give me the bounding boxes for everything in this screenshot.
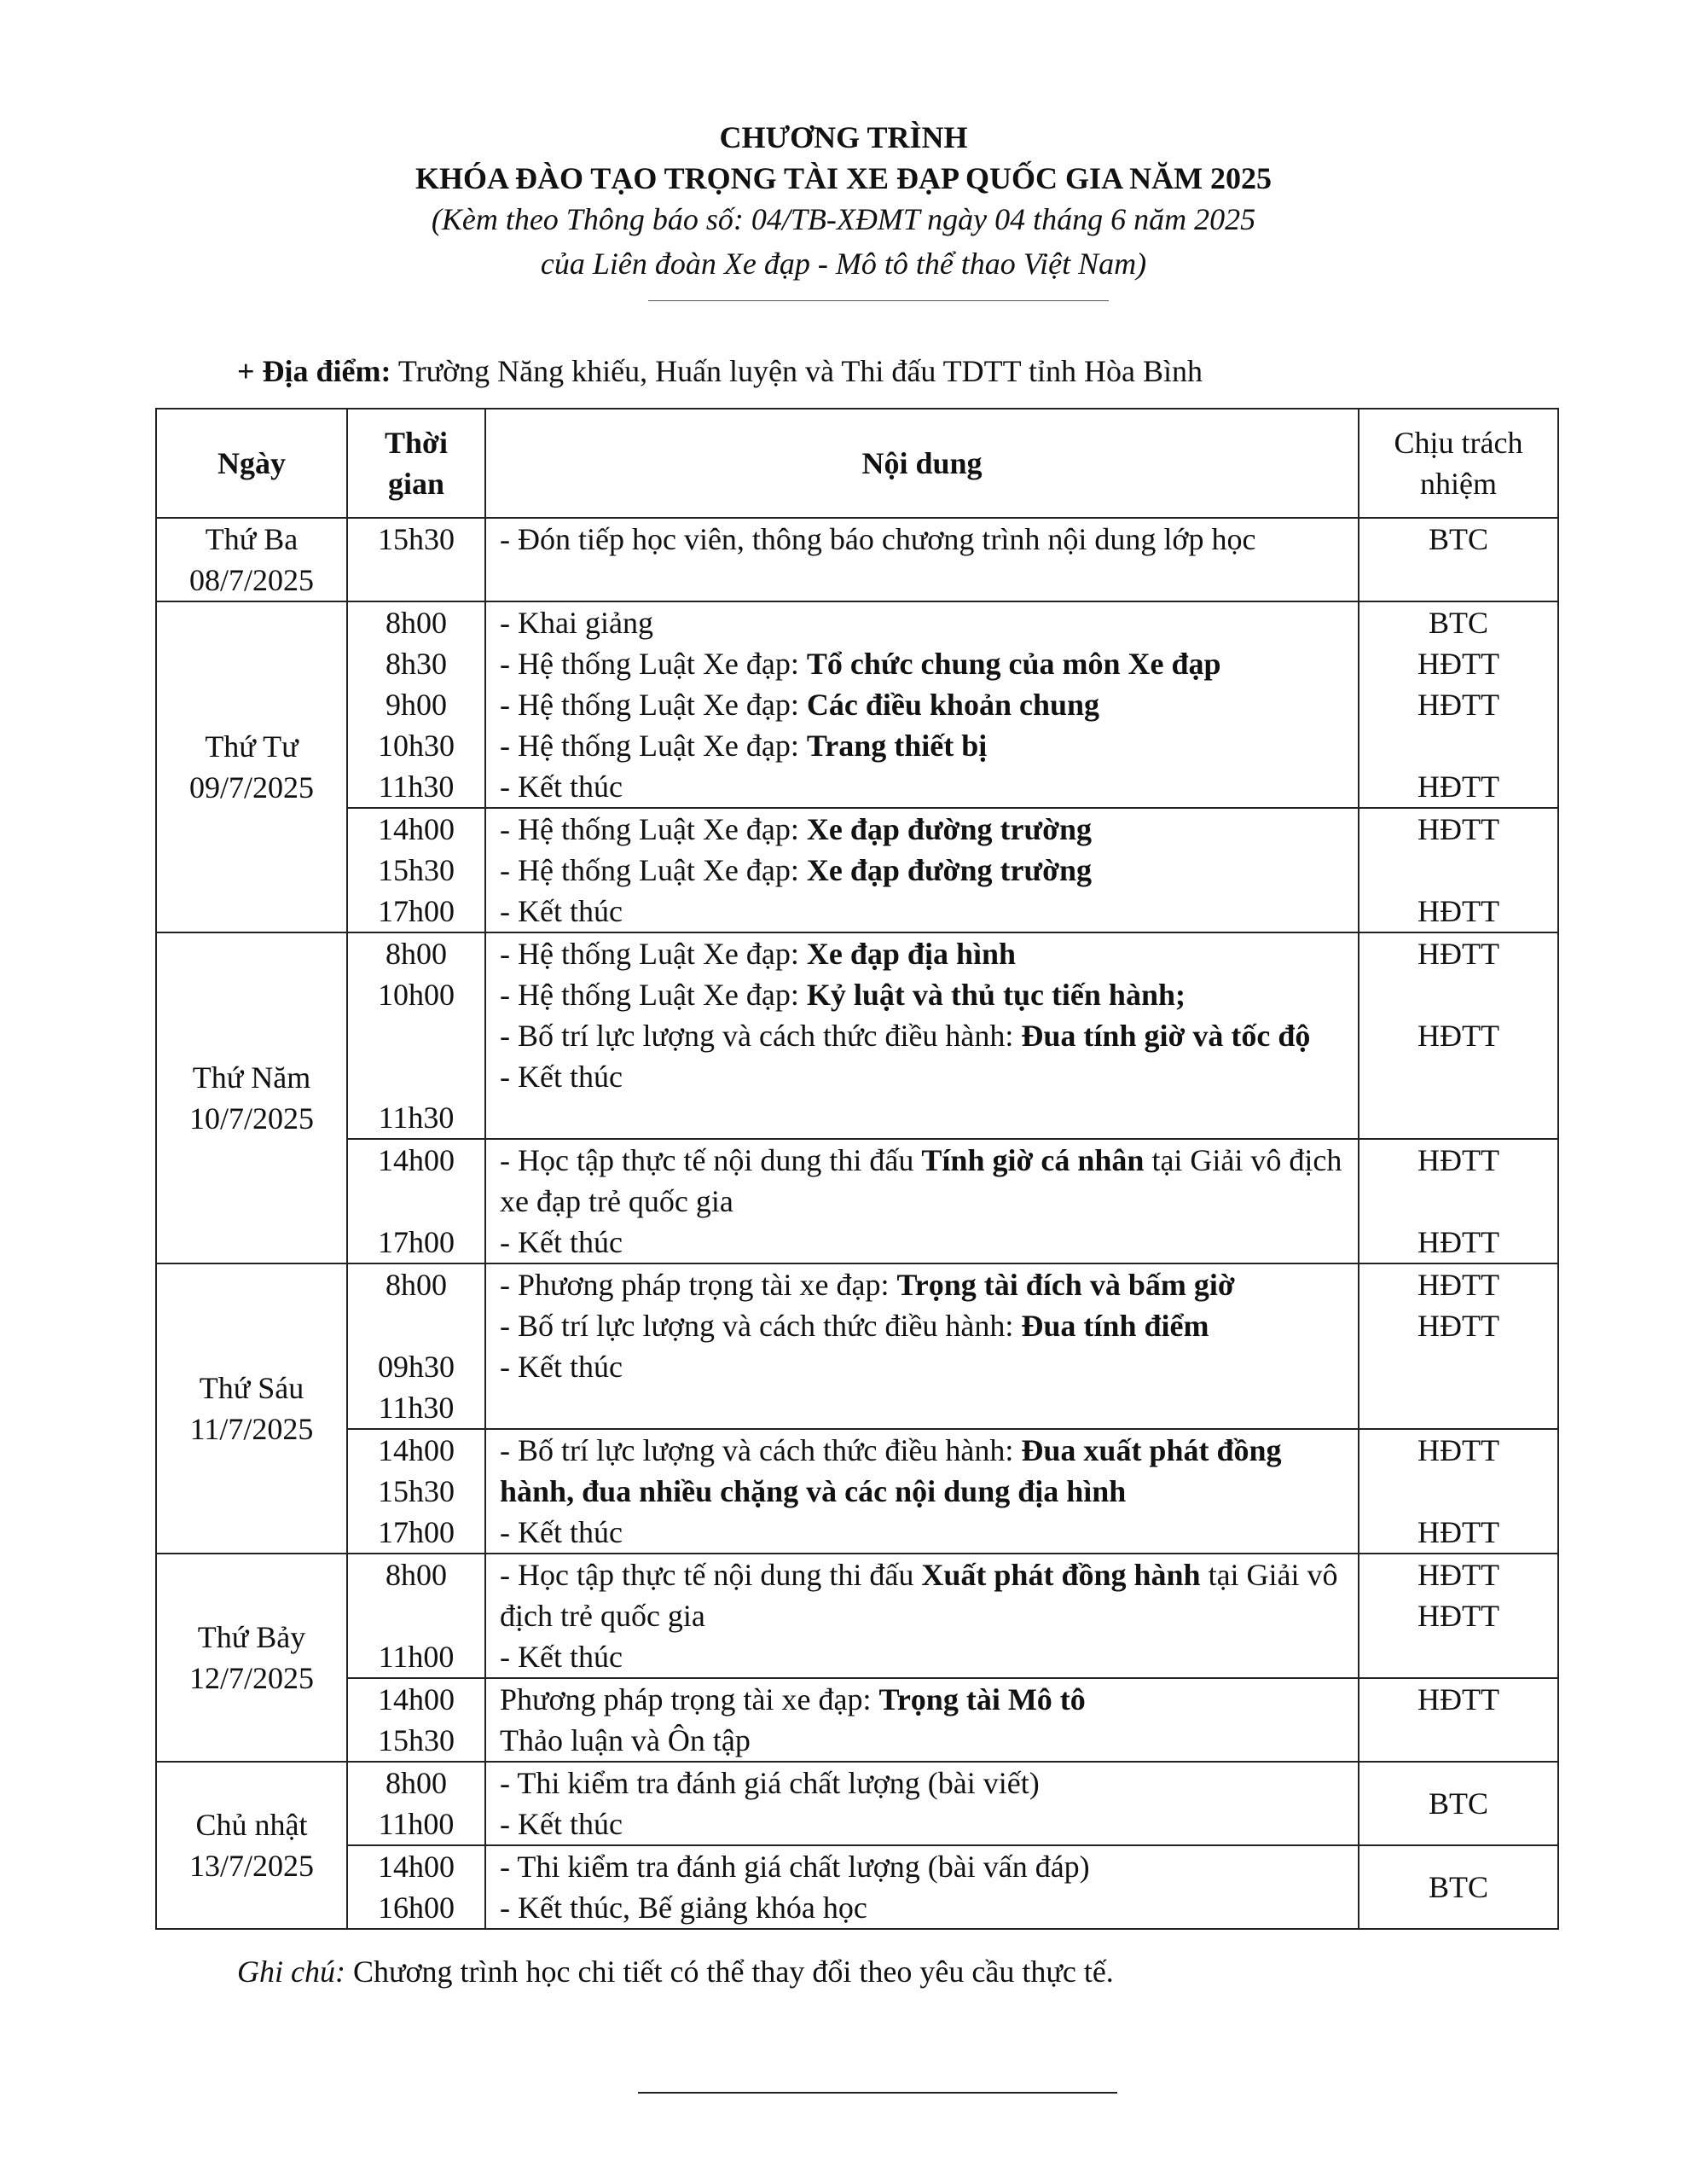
table-row [156,601,1558,808]
resp-value: BTC [1428,522,1488,556]
content-text: - Bố trí lực lượng và cách thức điều hành: [500,1433,1022,1467]
resp-value: HĐTT [1417,812,1499,846]
time-value: 11h30 [378,770,455,804]
header-time-line1: Thời [385,426,448,460]
day-name: Chủ nhật [195,1808,308,1842]
resp-cell [1359,808,1558,932]
table-header-row [156,409,1558,518]
day-name: Thứ Ba [205,522,299,556]
time-value: 15h30 [378,1474,455,1508]
resp-cell [1359,932,1558,1139]
resp-cell [1359,1263,1558,1429]
time-value: 15h30 [378,1723,455,1757]
time-value: 17h00 [378,1225,455,1259]
day-name: Thứ Bảy [197,1620,306,1654]
day-date: 11/7/2025 [189,1412,314,1446]
resp-value: HĐTT [1417,770,1499,804]
content-topic: Kỷ luật và thủ tục tiến hành; [806,978,1186,1012]
table-row [156,1678,1558,1762]
content-line [500,643,1348,684]
time-value: 10h00 [378,978,455,1012]
end-divider [638,2092,1117,2094]
content-cell [485,601,1359,808]
content-text: - Phương pháp trọng tài xe đạp: [500,1268,897,1302]
location-label: + Địa điểm: [237,354,391,388]
time-cell [347,1554,485,1678]
content-text: - Học tập thực tế nội dung thi đấu [500,1558,922,1592]
content-line: - Thi kiểm tra đánh giá chất lượng (bài viết) [500,1766,1040,1800]
content-line: - Kết thúc [500,1060,623,1094]
time-empty [348,1595,484,1636]
header-content: Nội dung [485,409,1359,518]
content-line: - Kết thúc [500,894,623,928]
time-value: 8h30 [386,647,447,681]
content-cell [485,932,1359,1139]
resp-cell [1359,1762,1558,1845]
content-line: - Kết thúc [500,1640,623,1674]
time-value: 10h30 [378,729,455,763]
content-topic: Đua tính điểm [1021,1309,1209,1343]
content-cell [485,1139,1359,1263]
content-text: - Học tập thực tế nội dung thi đấu [500,1143,922,1177]
content-line: - Kết thúc [500,770,623,804]
content-line [500,725,1348,766]
resp-empty [1359,850,1557,891]
time-value: 14h00 [378,1850,455,1884]
day-cell [156,1263,347,1554]
time-value: 8h00 [386,1766,447,1800]
resp-value: HĐTT [1417,1225,1499,1259]
content-line [500,1554,1348,1636]
resp-value: HĐTT [1417,647,1499,681]
time-value: 15h30 [378,522,455,556]
resp-value: HĐTT [1417,1515,1499,1549]
time-value: 14h00 [378,1143,455,1177]
content-line: - Kết thúc [500,1515,623,1549]
resp-value: HĐTT [1417,1433,1499,1467]
header-day: Ngày [156,409,347,518]
table-row [156,808,1558,932]
time-cell [347,1762,485,1845]
content-topic: Đua tính giờ và tốc độ [1021,1019,1311,1053]
content-text: - Hệ thống Luật Xe đạp: [500,978,807,1012]
content-line: - Kết thúc [500,1225,623,1259]
resp-value: BTC [1428,1870,1488,1904]
content-text: - Hệ thống Luật Xe đạp: [500,812,807,846]
time-value: 11h30 [378,1391,455,1425]
content-cell [485,518,1359,601]
content-topic: Các điều khoản chung [806,688,1100,722]
time-value: 14h00 [378,1682,455,1716]
content-line: - Khai giảng [500,606,653,640]
footnote-label: Ghi chú: [237,1955,345,1989]
content-cell [485,1263,1359,1429]
day-cell [156,932,347,1263]
content-line: - Đón tiếp học viên, thông báo chương trình nội dung lớp học [500,522,1256,556]
day-name: Thứ Năm [192,1060,311,1095]
resp-value: HĐTT [1417,1309,1499,1343]
document-title: CHƯƠNG TRÌNH [719,120,968,154]
content-line [500,809,1348,850]
table-row [156,1429,1558,1554]
header-resp-line1: Chịu trách [1394,426,1523,460]
time-cell [347,1678,485,1762]
content-line [500,1305,1348,1346]
resp-value: HĐTT [1417,1143,1499,1177]
resp-cell [1359,518,1558,601]
day-cell [156,518,347,601]
content-line: Thảo luận và Ôn tập [500,1723,751,1757]
time-cell [347,932,485,1139]
time-cell [347,1263,485,1429]
content-topic: Xe đạp địa hình [806,937,1017,971]
content-line: - Thi kiểm tra đánh giá chất lượng (bài vấn đáp) [500,1850,1090,1884]
resp-value: BTC [1428,606,1488,640]
time-empty [348,1056,484,1097]
content-cell [485,1762,1359,1845]
day-cell [156,1554,347,1762]
content-text: tại Giải vô địch xe đạp trẻ quốc gia [500,1143,1342,1218]
table-row [156,518,1558,601]
content-line [500,974,1348,1015]
content-topic: Đua xuất phát đồng hành, đua nhiều chặng và các nội dung địa hình [500,1433,1282,1508]
day-cell [156,601,347,932]
content-line [500,1264,1348,1305]
content-cell [485,1678,1359,1762]
time-empty [348,1305,484,1346]
schedule-table [155,408,1559,1930]
content-line [500,1430,1348,1512]
table-row [156,932,1558,1139]
resp-cell [1359,1845,1558,1929]
content-text: tại Giải vô địch trẻ quốc gia [500,1558,1338,1633]
content-topic: Xe đạp đường trường [806,853,1093,887]
time-value: 8h00 [386,606,447,640]
resp-cell [1359,1554,1558,1678]
resp-value: HĐTT [1417,1682,1499,1716]
time-value: 8h00 [386,1268,447,1302]
content-text: - Hệ thống Luật Xe đạp: [500,729,807,763]
time-value: 11h00 [378,1807,455,1841]
content-topic: Tính giờ cá nhân [921,1143,1145,1177]
header-divider [648,300,1109,301]
resp-empty [1359,974,1557,1015]
time-value: 14h00 [378,812,455,846]
content-line [500,1679,1348,1720]
time-value: 8h00 [386,1558,447,1592]
footnote-text: Chương trình học chi tiết có thể thay đổi theo yêu cầu thực tế. [345,1955,1114,1989]
time-cell [347,1139,485,1263]
table-row [156,1263,1558,1429]
time-value: 16h00 [378,1891,455,1925]
content-line [500,850,1348,891]
time-empty [348,1015,484,1056]
location-line [237,353,1203,389]
content-topic: Xuất phát đồng hành [921,1558,1201,1592]
day-date: 13/7/2025 [188,1849,314,1883]
resp-value: HĐTT [1417,937,1499,971]
content-cell [485,1554,1359,1678]
content-text: - Bố trí lực lượng và cách thức điều hành: [500,1309,1022,1343]
time-value: 11h00 [378,1640,455,1674]
content-topic: Tổ chức chung của môn Xe đạp [806,647,1221,681]
content-topic: Trọng tài Mô tô [878,1682,1086,1716]
footnote [237,1954,1114,1989]
content-text: - Hệ thống Luật Xe đạp: [500,688,807,722]
content-cell [485,1845,1359,1929]
day-date: 12/7/2025 [188,1661,314,1695]
resp-empty [1359,1181,1557,1222]
time-cell [347,1845,485,1929]
time-value: 15h30 [378,853,455,887]
day-date: 09/7/2025 [188,770,314,804]
table-row [156,1845,1558,1929]
location-value: Trường Năng khiếu, Huấn luyện và Thi đấu TDTT tỉnh Hòa Bình [391,354,1203,388]
resp-empty [1359,1471,1557,1512]
attachment-line-1: (Kèm theo Thông báo số: 04/TB-XĐMT ngày 04 tháng 6 năm 2025 [431,202,1256,236]
time-value: 14h00 [378,1433,455,1467]
time-empty [348,1181,484,1222]
resp-cell [1359,601,1558,808]
resp-value: HĐTT [1417,1268,1499,1302]
content-line [500,933,1348,974]
content-text: - Hệ thống Luật Xe đạp: [500,937,807,971]
time-cell [347,601,485,808]
content-line: - Kết thúc, Bế giảng khóa học [500,1891,867,1925]
table-row [156,1554,1558,1678]
resp-value: HĐTT [1417,1599,1499,1633]
resp-cell [1359,1139,1558,1263]
header-responsible [1359,409,1558,518]
time-cell [347,518,485,601]
content-line [500,684,1348,725]
content-line: - Kết thúc [500,1807,623,1841]
time-value: 09h30 [378,1350,455,1384]
resp-cell [1359,1678,1558,1762]
header-time [347,409,485,518]
time-value: 8h00 [386,937,447,971]
resp-value: HĐTT [1417,688,1499,722]
document-subtitle: KHÓA ĐÀO TẠO TRỌNG TÀI XE ĐẠP QUỐC GIA NĂM 2025 [415,161,1272,195]
content-text: Phương pháp trọng tài xe đạp: [500,1682,879,1716]
table-row [156,1762,1558,1845]
content-topic: Trọng tài đích và bấm giờ [896,1268,1235,1302]
time-value: 17h00 [378,1515,455,1549]
day-date: 10/7/2025 [188,1101,314,1136]
header-resp-line2: nhiệm [1420,467,1497,501]
time-value: 11h30 [378,1101,455,1135]
day-name: Thứ Sáu [199,1371,304,1405]
table-row [156,1139,1558,1263]
content-cell [485,1429,1359,1554]
header-time-line2: gian [387,467,445,501]
resp-cell [1359,1429,1558,1554]
time-value: 9h00 [386,688,447,722]
resp-value: HĐTT [1417,894,1499,928]
attachment-line-2: của Liên đoàn Xe đạp - Mô tô thể thao Việt Nam) [540,247,1147,281]
resp-value: HĐTT [1417,1558,1499,1592]
content-text: - Hệ thống Luật Xe đạp: [500,853,807,887]
content-topic: Trang thiết bị [806,729,988,763]
time-cell [347,808,485,932]
content-line [500,1015,1348,1056]
content-line [500,1140,1348,1222]
day-cell [156,1762,347,1929]
day-name: Thứ Tư [205,729,299,764]
content-line: - Kết thúc [500,1350,623,1384]
content-topic: Xe đạp đường trường [806,812,1093,846]
time-cell [347,1429,485,1554]
day-date: 08/7/2025 [188,563,314,597]
content-text: - Bố trí lực lượng và cách thức điều hành: [500,1019,1022,1053]
resp-empty [1359,725,1557,766]
content-text: - Hệ thống Luật Xe đạp: [500,647,807,681]
resp-value: BTC [1428,1786,1488,1821]
time-value: 17h00 [378,894,455,928]
content-cell [485,808,1359,932]
resp-value: HĐTT [1417,1019,1499,1053]
